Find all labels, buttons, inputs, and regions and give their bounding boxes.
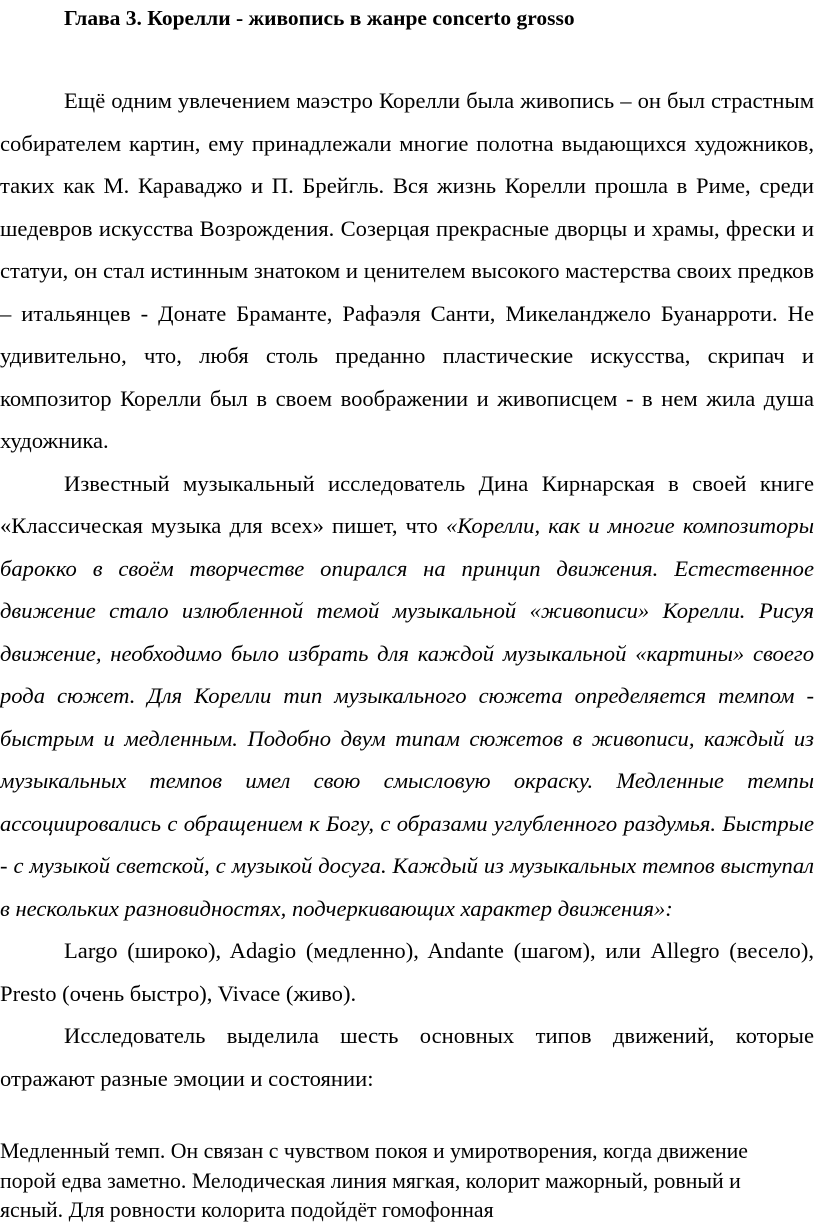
paragraph-quote	[0, 463, 814, 931]
quote-intro: Известный музыкальный исследователь Дина Кирнарская в своей книге «Классическая музыка для всех» пишет, что	[0, 470, 814, 538]
paragraph-movement-types: Исследователь выделила шесть основных типов движений, которые отражают разные эмоции и состоянии:	[0, 1023, 814, 1091]
paragraph-collector: Ещё одним увлечением маэстро Корелли была живопись – он был страстным собирателем картин, ему принадлежали многие полотна выдающихся художников, таких как М. Караваджо и П. Брейгль. Вся жизнь Корелли прошла в Риме, среди шедевров искусства Возрождения. Созерцая прекрасные дворцы и храмы, фрески и статуи, он стал истинным знатоком и ценителем высокого мастерства своих предков – итальянцев - Донате Браманте, Рафаэля Санти, Микеланджело Буанарроти. Не удивительно, что, любя столь преданно пластические искусства, скрипач и композитор Корелли был в своем воображении и живописцем - в нем жила душа художника.	[0, 88, 814, 453]
slow-tempo-text	[0, 1137, 800, 1226]
paragraph-tempos: Largo (широко), Adagio (медленно), Andante (шагом), или Allegro (весело), Presto (очень быстро), Vivace (живо).	[0, 938, 814, 1006]
chapter-heading: Глава 3. Корелли - живопись в жанре concerto grosso	[64, 6, 575, 30]
main-text	[0, 80, 814, 1100]
quote-text: «Корелли, как и многие композиторы барокко в своём творчестве опирался на принцип движения. Естественное движение стало излюбленной темой музыкальной «живописи» Корелли. Рисуя движение, необходимо было избрать для каждой музыкальной «картины» своего рода сюжет. Для Корелли тип музыкального сюжета определяется темпом - быстрым и медленным. Подобно двум типам сюжетов в живописи, каждый из музыкальных темпов имел свою смысловую окраску. Медленные темпы ассоциировались с обращением к Богу, с образами углубленного раздумья. Быстрые - с музыкой светской, с музыкой досуга. Каждый из музыкальных темпов выступал в нескольких разновидностях, подчеркивающих характер движения»:	[0, 513, 815, 921]
paragraph-slow-tempo: Медленный темп. Он связан с чувством покоя и умиротворения, когда движение порой едва заметно. Мелодическая линия мягкая, колорит мажорный, ровный и ясный. Для ровности колорита подойдёт гомофонная	[0, 1139, 748, 1222]
